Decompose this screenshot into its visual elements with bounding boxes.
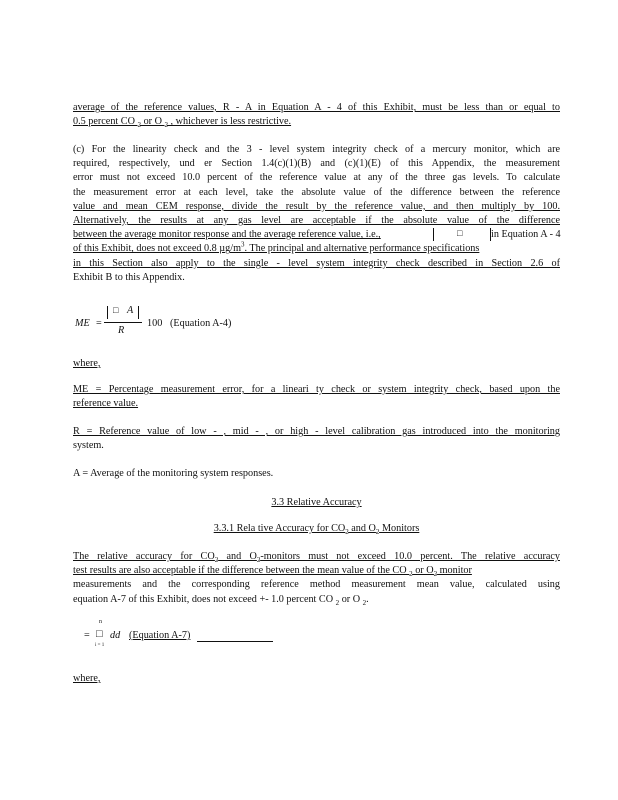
definition-r <box>73 425 560 453</box>
equals-sign: = <box>96 318 102 329</box>
text-line: test results are also acceptable if the difference between the mean value of the CO $_2$ or $O_2$ monitor <box>73 565 472 579</box>
definition-a <box>73 467 560 481</box>
text-line: of this Exhibit, does not exceed 0.8 $\mu g/m^3$. The principal and alternative performance specifications <box>73 241 480 255</box>
heading-section-3-3: 3.3 Relative Accuracy <box>271 497 362 508</box>
sum-lower-limit: i = 1 <box>95 643 105 648</box>
paragraph-continuation <box>73 101 560 129</box>
text-line: between the average monitor response and the average reference value, i.e., □ in Equation A - 4 <box>73 228 561 241</box>
text-line: the measurement error at each level, take the absolute value of the difference between the reference <box>73 186 560 198</box>
text-line: equation A-7 of this Exhibit, does not exceed +- 1.0 percent CO $_2$ or O $_2$. <box>73 593 369 607</box>
text-line: measurements and the corresponding reference method measurement mean value, calculated using <box>73 579 560 591</box>
text-line: Alternatively, the results at any gas level are acceptable if the absolute value of the difference <box>73 215 560 227</box>
absolute-value-bars <box>107 306 139 319</box>
definition-me <box>73 383 560 411</box>
equation-label: (Equation A-7) <box>129 630 191 641</box>
text-line: required, respectively, und er Section 1.4(c)(1)(B) and (c)(1)(E) of this Appendix, the measurement <box>73 158 560 170</box>
text-line: ME = Percentage measurement error, for a lineari ty check or system integrity check, based upon the <box>73 384 560 395</box>
equation-label: (Equation A-4) <box>170 318 232 329</box>
equation-denominator: R <box>118 325 125 336</box>
text-line: reference value. <box>73 398 139 410</box>
text-line: The relative accuracy for $CO_2$ and $O_2$-monitors must not exceed 10.0 percent. The relative accuracy <box>73 551 560 565</box>
text-line: where, <box>73 673 101 684</box>
text-line: error must not exceed 10.0 percent of the reference value at any of the three gas levels. To calculate <box>73 172 560 184</box>
text-line: A = Average of the monitoring system responses. <box>73 468 274 479</box>
text-line: where, <box>73 358 101 369</box>
summation-symbol: □ <box>96 628 103 640</box>
where-label <box>73 357 133 371</box>
sum-upper-limit: n <box>99 619 102 625</box>
text-line: R = Reference value of low - , mid - , or high - level calibration gas introduced into the monitoring <box>73 426 560 437</box>
heading-section-3-3-1: 3.3.1 Rela tive Accuracy for $CO_2$ and $O_2$ Monitors <box>213 523 420 537</box>
text-line: value and mean CEM response, divide the result by the reference value, and then multiply by 100. <box>73 200 560 212</box>
equation-term: dd <box>110 630 121 641</box>
text-line: Exhibit B to this Appendix. <box>73 271 185 283</box>
where-label <box>73 672 133 686</box>
text-line: in this Section also apply to the single - level system integrity check described in Section 2.6 of <box>73 257 560 269</box>
delta-symbol: □ <box>113 305 119 315</box>
equals-sign: = <box>84 630 90 641</box>
equation-numerator: A <box>127 305 134 316</box>
text-line: average of the reference values, R - A in Equation A - 4 of this Exhibit, must be less than or equal to <box>73 102 560 113</box>
text-line: 0.5 percent CO $_2$ or O $_2$ , whichever is less restrictive. <box>73 116 292 130</box>
equation-underline <box>197 641 273 642</box>
fraction-bar <box>104 322 142 323</box>
equation-lhs: ME <box>75 318 90 329</box>
paragraph-relative-accuracy <box>73 550 560 607</box>
equation-multiplier: 100 <box>147 318 163 329</box>
text-line: (c) For the linearity check and the 3 - level system integrity check of a mercury monitor, which are <box>73 144 560 155</box>
text-line: system. <box>73 440 104 452</box>
paragraph-linearity-check <box>73 143 560 285</box>
delta-symbol: □ <box>457 228 463 239</box>
